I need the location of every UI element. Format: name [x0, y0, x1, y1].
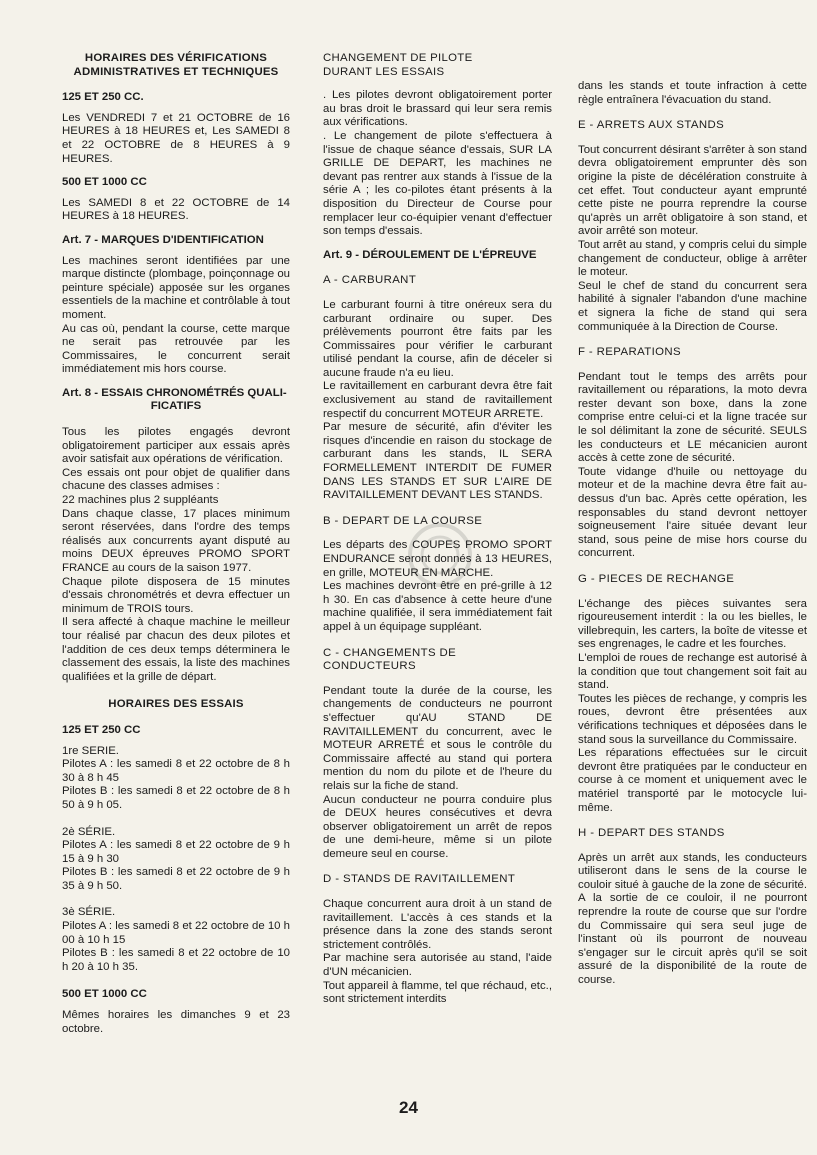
class-heading: 500 ET 1000 CC — [62, 176, 147, 189]
paragraph: Toute vidange d'huile ou nettoyage du moteur et de la machine devra être fait au-dessus d'un bac. Après cette opération, les responsables du stand devront nettoyer soigneusement l'aire située devant leur stand, sous peine de mise hors course du concurrent. — [578, 465, 807, 560]
paragraph: 22 machines plus 2 suppléants — [62, 494, 219, 507]
article-heading: Art. 8 - ESSAIS CHRONOMÉTRÉS QUALI- FICATIFS — [62, 386, 287, 413]
subsection-heading: C - CHANGEMENTS DE CONDUCTEURS — [323, 646, 457, 673]
page-number: 24 — [399, 1098, 418, 1117]
paragraph: Les VENDREDI 7 et 21 OCTOBRE de 16 HEURES à 18 HEURES et, Les SAMEDI 8 et 22 OCTOBRE de 8 HEURES à 9 HEURES. — [62, 111, 290, 165]
schedule-line: Pilotes B : les samedi 8 et 22 octobre de 9 h 35 à 9 h 50. — [62, 866, 290, 892]
schedule-line: Pilotes B : les samedi 8 et 22 octobre de 8 h 50 à 9 h 05. — [62, 785, 290, 811]
paragraph: Mêmes horaires les dimanches 9 et 23 octobre. — [62, 1009, 290, 1035]
section-heading-verifications: HORAIRES DES VÉRIFICATIONS ADMINISTRATIVES ET TECHNIQUES — [73, 52, 279, 78]
paragraph: Les départs des COUPES PROMO SPORT ENDURANCE seront donnés à 13 HEURES, en grille, MOTEUR EN MARCHE. — [323, 539, 552, 579]
paragraph: Tout concurrent désirant s'arrêter à son stand devra obligatoirement emprunter dès son origine la piste de décélération construite à cet effet. Tout conducteur ayant emprunté cette piste ne pourra reprendre la course qu'après un arrêt obligatoire à son stand, et avoir arrêté son moteur. — [578, 143, 807, 238]
paragraph: Seul le chef de stand du concurrent sera habilité à signaler l'abandon d'une machine et signera la fiche de stand qui sera communiquée à la Direction de Course. — [578, 279, 807, 333]
paragraph: Après un arrêt aux stands, les conducteurs utiliseront dans le sens de la course le couloir situé à gauche de la zone de sécurité. A la sortie de ce couloir, il ne pourront reprendre la route de course que sur l'ordre du Commissaire qui sera seul juge de l'instant où ils pourront de nouveau s'engager sur le circuit après qu'il se soit assuré de la disponibilité de la route de course. — [578, 851, 807, 987]
class-heading: 500 ET 1000 CC — [62, 988, 147, 1001]
series-label: 3è SÉRIE. — [62, 906, 116, 919]
article-heading: Art. 9 - DÉROULEMENT DE L'ÉPREUVE — [323, 248, 537, 261]
column-middle — [323, 52, 552, 1012]
paragraph: Les SAMEDI 8 et 22 OCTOBRE de 14 HEURES à 18 HEURES. — [62, 196, 290, 223]
paragraph: L'emploi de roues de rechange est autorisé à la condition que tout changement soit fait au stand. — [578, 651, 807, 692]
schedule-line: Pilotes A : les samedi 8 et 22 octobre de 9 h 15 à 9 h 30 — [62, 839, 290, 865]
subsection-heading: H - DEPART DES STANDS — [578, 827, 725, 840]
paragraph: Ces essais ont pour objet de qualifier dans chacune des classes admises : — [62, 466, 290, 493]
paragraph: dans les stands et toute infraction à cette règle entraînera l'évacuation du stand. — [578, 80, 807, 106]
paragraph: Dans chaque classe, 17 places minimum seront réservées, dans l'ordre des temps réalisés aux concurrents ayant disputé au moins DEUX épreuves PROMO SPORT FRANCE au cours de la saison 1977. — [62, 507, 290, 574]
column-left — [62, 52, 290, 1041]
class-heading: 125 ET 250 CC — [62, 723, 141, 736]
section-heading-essais: HORAIRES DES ESSAIS — [108, 698, 244, 711]
paragraph: Les réparations effectuées sur le circuit devront être pratiquées par le conducteur en course à ce moment et uniquement avec le matériel transporté par le motocycle lui-même. — [578, 747, 807, 814]
paragraph: Tous les pilotes engagés devront obligatoirement participer aux essais après avoir satisfait aux opérations de vérification. — [62, 426, 290, 466]
paragraph: Par mesure de sécurité, afin d'éviter les risques d'incendie en raison du stockage de carburant dans les stands, IL SERA FORMELLEMENT INTERDIT DE FUMER DANS LES STANDS ET SUR L'AIRE DE RAVITAILLEMENT DEVANT LES STANDS. — [323, 421, 552, 502]
paragraph: Le carburant fourni à titre onéreux sera du carburant ordinaire ou super. Des prélèvements pourront être faits par les Commissaires pour vérifier le carburant utilisé pendant la course, afin de déceler si aucune fraude n'a eu lieu. — [323, 298, 552, 379]
column-right — [578, 80, 807, 993]
paragraph: . Le changement de pilote s'effectuera à l'issue de chaque séance d'essais, SUR LA GRILLE DE DEPART, les machines ne devant pas rentrer aux stands à l'issue de la série A ; les co-pilotes étant présents à la disposition du Directeur de Course pour remplacer leur co-équipier venant d'effectuer son temps d'essais. — [323, 129, 552, 238]
paragraph: Toutes les pièces de rechange, y compris les roues, devront être présentées aux vérifications techniques et déposées dans le stand sous la surveillance du Commissaire. — [578, 692, 807, 746]
paragraph: Tout arrêt au stand, y compris celui du simple changement de conducteur, oblige à arrêter le moteur. — [578, 238, 807, 279]
subsection-heading: G - PIECES DE RECHANGE — [578, 573, 735, 585]
paragraph: L'échange des pièces suivantes sera rigoureusement interdit : la ou les bielles, le villebrequin, les carters, la boîte de vitesse et ses engrenages, le cadre et les fourches. — [578, 597, 807, 651]
paragraph: Les machines devront être en pré-grille à 12 h 30. En cas d'absence à cette heure d'une machine qualifiée, il sera immédiatement fait appel à un équipage suppléant. — [323, 580, 552, 633]
paragraph: Tout appareil à flamme, tel que réchaud, etc., sont strictement interdits — [323, 979, 552, 1006]
article-heading: Art. 7 - MARQUES D'IDENTIFICATION — [62, 233, 264, 246]
schedule-line: Pilotes A : les samedi 8 et 22 octobre de 8 h 30 à 8 h 45 — [62, 758, 290, 784]
schedule-line: Pilotes B : les samedi 8 et 22 octobre de 10 h 20 à 10 h 35. — [62, 947, 290, 973]
section-heading-changement: CHANGEMENT DE PILOTE DURANT LES ESSAIS — [323, 52, 473, 78]
paragraph: Pendant tout le temps des arrêts pour ravitaillement ou réparations, la moto devra rester devant son boxe, dans la zone comprise entre celui-ci et la ligne tracée sur le sol délimitant la zone de sécurité. SEULS les conducteurs et LE mécanicien auront accès à cette zone de sécurité. — [578, 370, 807, 465]
schedule-line: Pilotes A : les samedi 8 et 22 octobre de 10 h 00 à 10 h 15 — [62, 920, 290, 946]
subsection-heading: A - CARBURANT — [323, 274, 417, 287]
paragraph: Par machine sera autorisée au stand, l'aide d'UN mécanicien. — [323, 952, 552, 979]
subsection-heading: E - ARRETS AUX STANDS — [578, 119, 725, 132]
subsection-heading: D - STANDS DE RAVITAILLEMENT — [323, 873, 516, 886]
paragraph: Aucun conducteur ne pourra conduire plus de DEUX heures consécutives et devra observer obligatoirement un arrêt de repos de une demi-heure, même si un pilote demeure seul en course. — [323, 793, 552, 860]
paragraph: Chaque concurrent aura droit à un stand de ravitaillement. L'accès à ces stands et la présence dans la zone des stands seront strictement contrôlés. — [323, 898, 552, 951]
subsection-heading: F - REPARATIONS — [578, 346, 682, 359]
paragraph: Chaque pilote disposera de 15 minutes d'essais chronométrés et devra effectuer un minimum de TROIS tours. — [62, 575, 290, 615]
paragraph: Les machines seront identifiées par une marque distincte (plombage, poinçonnage ou peinture spéciale) apposée sur les organes essentiels de la machine et contrôlable à tout moment. — [62, 254, 290, 321]
subsection-heading: B - DEPART DE LA COURSE — [323, 514, 483, 527]
paragraph: . Les pilotes devront obligatoirement porter au bras droit le brassard qui leur sera remis aux vérifications. — [323, 89, 552, 129]
paragraph: Le ravitaillement en carburant devra être fait exclusivement au stand de ravitaillement respectif du concurrent MOTEUR ARRETE. — [323, 380, 552, 420]
series-label: 2è SÉRIE. — [62, 825, 116, 838]
paragraph: Au cas où, pendant la course, cette marque ne serait pas retrouvée par les Commissaires, le concurrent serait immédiatement mis hors course. — [62, 322, 290, 376]
series-label: 1re SERIE. — [62, 744, 119, 757]
paragraph: Il sera affecté à chaque machine le meilleur tour réalisé par chacun des deux pilotes et l'addition de ces deux temps déterminera le classement des essais, la liste des machines qualifiées et la grille de départ. — [62, 616, 290, 683]
class-heading: 125 ET 250 CC. — [62, 91, 144, 104]
paragraph: Pendant toute la durée de la course, les changements de conducteurs ne pourront s'effectuer qu'AU STAND DE RAVITAILLEMENT du concurrent, avec le MOTEUR ARRETÉ et sous le contrôle du Commissaire affecté au stand qui portera mention du nom du pilote et de l'heure du relais sur la fiche de stand. — [323, 684, 552, 792]
